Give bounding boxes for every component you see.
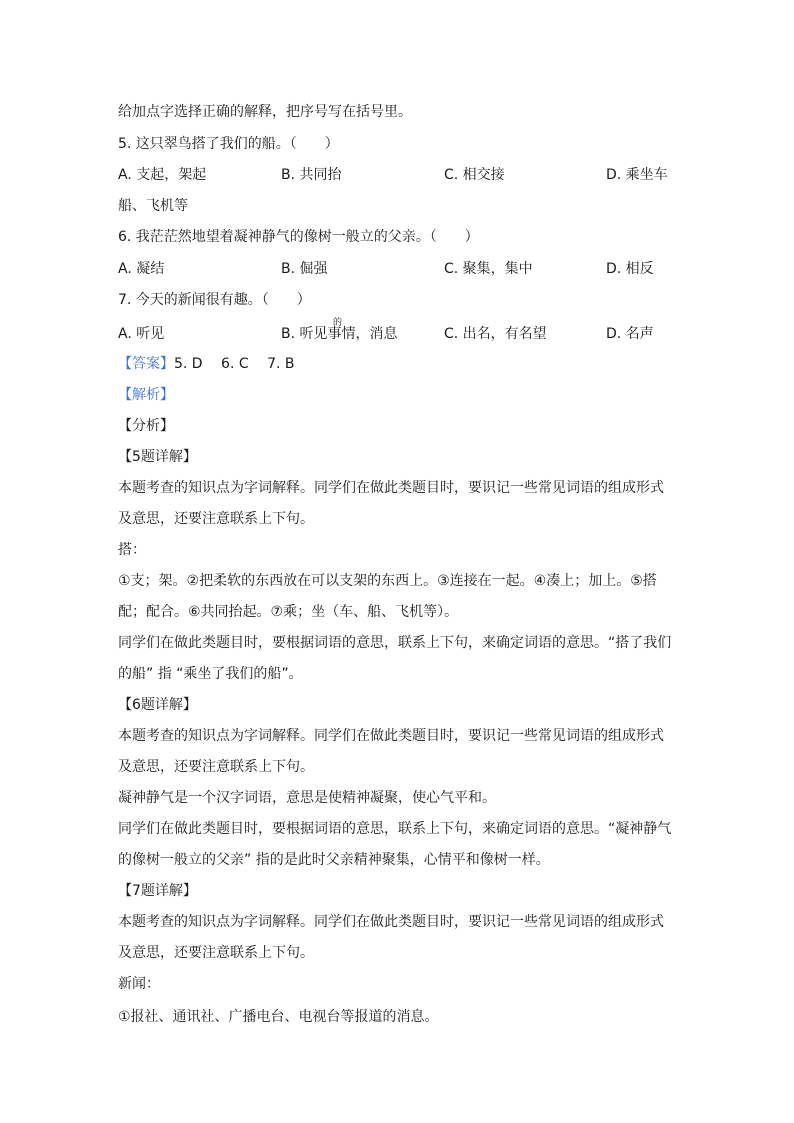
q6-line-5: 的像树一般立的父亲” 指的是此时父亲精神聚集，心情平和像树一样。	[118, 852, 550, 868]
q6-line-3: 凝神静气是一个汉字词语，意思是使精神凝聚，使心气平和。	[118, 790, 496, 806]
q7-option-d: D. 名声	[606, 326, 654, 342]
q5-line-7: 的船” 指 “乘坐了我们的船”。	[118, 666, 303, 682]
q5-line-6: 同学们在做此类题目时，要根据词语的意思，联系上下句，来确定词语的意思。“搭了我们	[118, 635, 672, 651]
answer-text: 5. D 6. C 7. B	[174, 356, 295, 372]
q6-option-d: D. 相反	[606, 261, 654, 277]
question-6-stem: 6. 我茫茫然地望着凝神静气的像树一般立的父亲。（ ）	[118, 229, 479, 245]
q7-option-a: A. 听见	[118, 326, 165, 342]
answer-label: 【答案】	[118, 356, 174, 372]
q6-explanation-label: 【6题详解】	[118, 697, 197, 713]
q7-option-c: C. 出名，有名望	[444, 326, 547, 342]
q5-option-a: A. 支起，架起	[118, 167, 207, 183]
q7-explanation-label: 【7题详解】	[118, 883, 197, 899]
q5-option-d: D. 乘坐车	[606, 167, 668, 183]
q5-option-d-continuation: 船、飞机等	[118, 198, 188, 214]
q5-line-5: 配；配合。⑥共同抬起。⑦乘；坐（车、船、飞机等）。	[118, 604, 459, 620]
q5-line-4: ①支；架。②把柔软的东西放在可以支架的东西上。③连接在一起。④凑上；加上。⑤搭	[118, 573, 657, 589]
q6-option-b: B. 倔强	[281, 261, 328, 277]
q6-line-2: 及意思，还要注意联系上下句。	[118, 759, 314, 775]
q7-line-4: ①报社、通讯社、广播电台、电视台等报道的消息。	[118, 1009, 439, 1025]
question-5-stem: 5. 这只翠鸟搭了我们的船。（ ）	[118, 136, 339, 152]
q6-line-4: 同学们在做此类题目时，要根据词语的意思，联系上下句，来确定词语的意思。“凝神静气	[118, 821, 672, 837]
q5-explanation-label: 【5题详解】	[118, 449, 197, 465]
analysis-label: 【解析】	[118, 387, 174, 403]
q6-option-c: C. 聚集，集中	[444, 261, 533, 277]
q5-line-3: 搭：	[118, 542, 146, 558]
q7-line-3: 新闻：	[118, 976, 160, 992]
answer-line	[118, 355, 294, 373]
q7-line-2: 及意思，还要注意联系上下句。	[118, 945, 314, 961]
q6-option-a: A. 凝结	[118, 261, 165, 277]
question-7-stem: 7. 今天的新闻很有趣。（ ）	[118, 292, 311, 308]
instruction-text: 给加点字选择正确的解释，把序号写在括号里。	[118, 104, 412, 120]
q5-option-b: B. 共同抬	[281, 167, 342, 183]
q5-option-c: C. 相交接	[444, 167, 505, 183]
q7-line-1: 本题考查的知识点为字词解释。同学们在做此类题目时，要识记一些常见词语的组成形式	[118, 914, 664, 930]
q7-superscript-mark: 的	[333, 318, 343, 328]
q7-option-b: B. 听见事情，消息	[281, 326, 398, 342]
q6-line-1: 本题考查的知识点为字词解释。同学们在做此类题目时，要识记一些常见词语的组成形式	[118, 728, 664, 744]
q5-line-1: 本题考查的知识点为字词解释。同学们在做此类题目时，要识记一些常见词语的组成形式	[118, 480, 664, 496]
q5-line-2: 及意思，还要注意联系上下句。	[118, 511, 314, 527]
fenxi-label: 【分析】	[118, 418, 174, 434]
